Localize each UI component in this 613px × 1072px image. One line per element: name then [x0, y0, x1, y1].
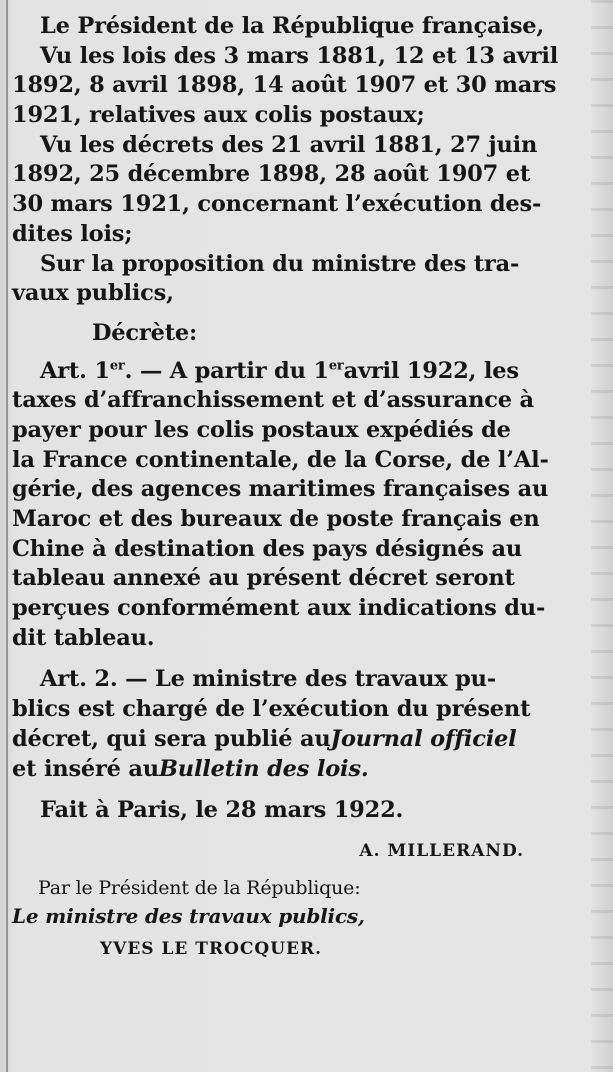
par-le-president-line: Par le Président de la République: [38, 876, 361, 899]
art1-line-1 [12, 357, 594, 387]
art1-line-7: Chine à destination des pays désignés au [12, 535, 523, 562]
opening-line: Le Président de la République française, [40, 13, 545, 39]
ministre-line: Le ministre des travaux publics, [12, 903, 365, 928]
art1-line-5: gérie, des agences maritimes françaises au [12, 476, 549, 503]
vu-decrets-line-4: dites lois; [12, 220, 133, 247]
art1-line-6: Maroc et des bureaux de poste français en [12, 506, 540, 532]
signature-millerand: A. MILLERAND. [359, 840, 524, 861]
column-rule [6, 0, 8, 1072]
art1-line-3: payer pour les colis postaux expédiés de [12, 416, 511, 443]
decrete-heading: Décrète: [92, 319, 198, 346]
vu-lois-line-3: 1921, relatives aux colis postaux; [12, 102, 425, 129]
art1-line-10: dit tableau. [12, 624, 155, 651]
art1-line-8: tableau annexé au présent décret seront [12, 565, 515, 592]
proposition-line-1: Sur la proposition du ministre des tra- [40, 250, 520, 277]
vu-decrets-line-3: 30 mars 1921, concernant l’exécution des- [12, 191, 542, 218]
art1-first-line: Art. 1er. — A partir du 1eravril 1922, les [40, 357, 519, 384]
art1-line-4: la France continentale, de la Corse, de l’Al- [12, 446, 549, 473]
vu-lois-line-1: Vu les lois des 3 mars 1881, 12 et 13 avril [40, 42, 559, 69]
vu-decrets-line-2: 1892, 25 décembre 1898, 28 août 1907 et [12, 161, 531, 188]
art2-line-3: décret, qui sera publié auJournal officiel [12, 725, 594, 755]
decree-text [12, 12, 594, 962]
proposition-line-2: vaux publics, [12, 280, 174, 307]
art1-line-9: perçues conformément aux indications du- [12, 595, 546, 622]
signature-le-trocquer: YVES LE TROCQUER. [100, 938, 323, 959]
art2-line-4: et inséré auBulletin des lois. [12, 755, 594, 785]
adjacent-column-bleed [591, 0, 613, 1072]
art2-line-2: blics est chargé de l’exécution du présent [12, 696, 531, 723]
vu-decrets-line-1: Vu les décrets des 21 avril 1881, 27 juin [40, 131, 538, 158]
art1-line-2: taxes d’affranchissement et d’assurance à [12, 387, 534, 414]
journal-officiel-title: Journal officiel [330, 725, 517, 752]
vu-lois-line-2: 1892, 8 avril 1898, 14 août 1907 et 30 mars [12, 72, 557, 99]
bulletin-des-lois-title: Bulletin des lois. [158, 755, 369, 782]
art2-line-1: Art. 2. — Le ministre des travaux pu- [40, 666, 496, 693]
fait-line: Fait à Paris, le 28 mars 1922. [40, 797, 404, 824]
